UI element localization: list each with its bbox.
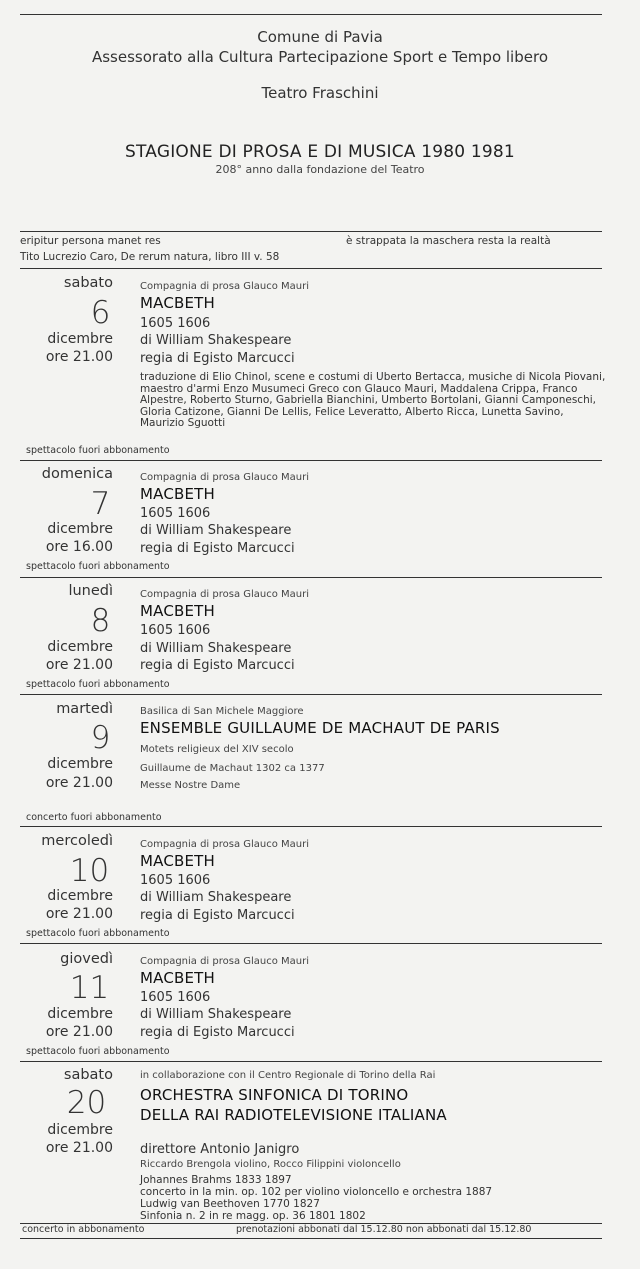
event-time: ore 21.00 <box>45 349 113 365</box>
event-company: Compagnia di prosa Glauco Mauri <box>140 472 310 483</box>
event-company: Compagnia di prosa Glauco Mauri <box>140 589 310 600</box>
event-collaboration: in collaborazione con il Centro Regionale di Torino della Rai <box>140 1070 436 1081</box>
booking-info: prenotazioni abbonati dal 15.12.80 non abbonati dal 15.12.80 <box>236 1224 532 1235</box>
event-conductor: direttore Antonio Janigro <box>140 1142 300 1157</box>
event-title: MACBETH <box>140 485 216 503</box>
event-month: dicembre <box>47 888 113 904</box>
municipality: Comune di Pavia <box>257 28 383 46</box>
event-time: ore 16.00 <box>45 539 113 555</box>
event-weekday: sabato <box>63 275 113 291</box>
event-month: dicembre <box>47 521 113 537</box>
event-month: dicembre <box>47 756 113 772</box>
event-divider <box>20 577 602 578</box>
event-company: Compagnia di prosa Glauco Mauri <box>140 281 310 292</box>
bottom-rule <box>20 1238 602 1239</box>
event-weekday: giovedì <box>60 951 113 967</box>
event-note: concerto fuori abbonamento <box>26 812 162 823</box>
event-time: ore 21.00 <box>45 657 113 673</box>
event-venue: Basilica di San Michele Maggiore <box>140 706 304 717</box>
event-title: MACBETH <box>140 602 216 620</box>
event-month: dicembre <box>47 331 113 347</box>
event-divider <box>20 943 602 944</box>
event-divider <box>20 1061 602 1062</box>
event-title: MACBETH <box>140 969 216 987</box>
event-divider <box>20 826 602 827</box>
top-rule <box>20 14 602 15</box>
season-title: STAGIONE DI PROSA E DI MUSICA 1980 1981 <box>125 142 515 162</box>
event-day-number: 6 <box>90 295 111 331</box>
event-title: MACBETH <box>140 852 216 870</box>
program-item: Johannes Brahms 1833 1897 <box>140 1174 292 1186</box>
program-item: concerto in la min. op. 102 per violino violoncello e orchestra 1887 <box>140 1186 493 1198</box>
event-note: spettacolo fuori abbonamento <box>26 561 170 572</box>
motto-italian: è strappata la maschera resta la realtà <box>346 235 551 247</box>
event-program-line: Guillaume de Machaut 1302 ca 1377 <box>140 763 325 774</box>
department: Assessorato alla Cultura Partecipazione Sport e Tempo libero <box>91 48 548 66</box>
event-day-number: 8 <box>90 603 111 639</box>
event-month: dicembre <box>47 1006 113 1022</box>
event-weekday: domenica <box>41 466 113 482</box>
event-time: ore 21.00 <box>45 1024 113 1040</box>
event-director: regia di Egisto Marcucci <box>140 658 295 673</box>
event-years: 1605 1606 <box>140 506 211 521</box>
event-director: regia di Egisto Marcucci <box>140 908 295 923</box>
event-month: dicembre <box>47 639 113 655</box>
event-director: regia di Egisto Marcucci <box>140 351 295 366</box>
event-years: 1605 1606 <box>140 316 211 331</box>
event-divider <box>20 460 602 461</box>
event-title-line2: DELLA RAI RADIOTELEVISIONE ITALIANA <box>140 1106 447 1124</box>
event-note: spettacolo fuori abbonamento <box>26 1046 170 1057</box>
event-program-line: Motets religieux del XIV secolo <box>140 744 294 755</box>
motto-source: Tito Lucrezio Caro, De rerum natura, libro III v. 58 <box>20 251 280 263</box>
program-item: Ludwig van Beethoven 1770 1827 <box>140 1198 320 1210</box>
event-note: spettacolo fuori abbonamento <box>26 679 170 690</box>
event-note: spettacolo fuori abbonamento <box>26 928 170 939</box>
event-weekday: sabato <box>63 1067 113 1083</box>
event-weekday: martedì <box>56 701 113 717</box>
event-soloists: Riccardo Brengola violino, Rocco Filippini violoncello <box>140 1159 401 1170</box>
event-author: di William Shakespeare <box>140 1007 292 1022</box>
event-company: Compagnia di prosa Glauco Mauri <box>140 956 310 967</box>
event-title: MACBETH <box>140 294 216 312</box>
event-credits: traduzione di Elio Chinol, scene e costumi di Uberto Bertacca, musiche di Nicola Piovani, maestro d'armi Enzo Musumeci Greco con Glauco Mauri, Maddalena Crippa, Franco Alpestre, Roberto Sturno, Gabriella Bianchini, Umberto Bortolani, Gianni Camponeschi, Gloria Catizone, Gianni De Lellis, Felice Leveratto, Alberto Ricca, Lunetta Savino, Maurizio Sguotti <box>140 371 606 429</box>
event-note: spettacolo fuori abbonamento <box>26 445 170 456</box>
event-company: Compagnia di prosa Glauco Mauri <box>140 839 310 850</box>
event-note: concerto in abbonamento <box>22 1224 145 1235</box>
event-author: di William Shakespeare <box>140 641 292 656</box>
event-title: ORCHESTRA SINFONICA DI TORINO <box>140 1086 409 1104</box>
theatre-name: Teatro Fraschini <box>261 84 379 102</box>
event-years: 1605 1606 <box>140 990 211 1005</box>
anniversary: 208° anno dalla fondazione del Teatro <box>215 163 425 176</box>
event-author: di William Shakespeare <box>140 333 292 348</box>
event-title: ENSEMBLE GUILLAUME DE MACHAUT DE PARIS <box>140 719 500 737</box>
motto-rule-bottom <box>20 268 602 269</box>
event-years: 1605 1606 <box>140 873 211 888</box>
event-author: di William Shakespeare <box>140 523 292 538</box>
event-weekday: mercoledì <box>41 833 113 849</box>
event-divider <box>20 694 602 695</box>
motto-rule-top <box>20 231 602 232</box>
program-item: Sinfonia n. 2 in re magg. op. 36 1801 1802 <box>140 1210 366 1222</box>
event-day-number: 10 <box>69 853 110 889</box>
event-time: ore 21.00 <box>45 906 113 922</box>
event-time: ore 21.00 <box>45 775 113 791</box>
event-day-number: 20 <box>66 1085 107 1121</box>
event-author: di William Shakespeare <box>140 890 292 905</box>
event-director: regia di Egisto Marcucci <box>140 541 295 556</box>
event-day-number: 7 <box>90 486 111 522</box>
event-month: dicembre <box>47 1122 113 1138</box>
event-weekday: lunedì <box>68 583 113 599</box>
event-program-line: Messe Nostre Dame <box>140 780 241 791</box>
event-day-number: 11 <box>69 970 110 1006</box>
motto-latin: eripitur persona manet res <box>20 235 161 247</box>
event-time: ore 21.00 <box>45 1140 113 1156</box>
event-day-number: 9 <box>90 720 111 756</box>
event-director: regia di Egisto Marcucci <box>140 1025 295 1040</box>
event-years: 1605 1606 <box>140 623 211 638</box>
